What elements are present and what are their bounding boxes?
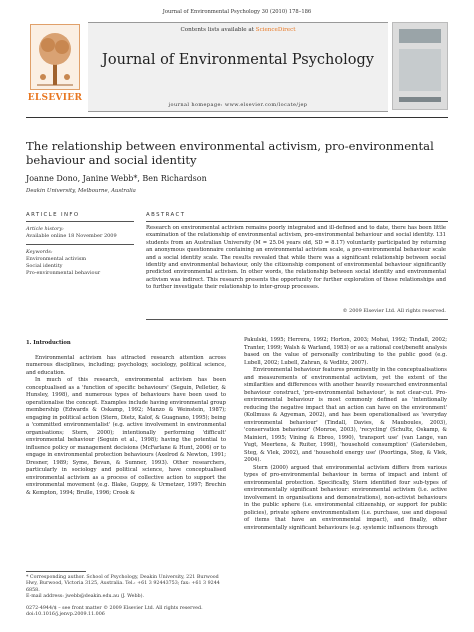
issn-line: 0272-4944/$ – see front matter © 2009 Elsevier Ltd. All rights reserved. [26, 606, 203, 611]
body-paragraph: Environmental activism has attracted research attention across numerous disciplines, including; psychology, sociology, political science, and education. [26, 354, 226, 376]
keywords-label: Keywords: [26, 249, 53, 255]
tree-emblem-icon [30, 24, 80, 90]
article-title-line-1: The relationship between environmental activism, pro-environmental [26, 139, 434, 153]
footnote-divider [26, 571, 86, 572]
body-left-column [26, 340, 226, 497]
body-paragraph: Stern (2000) argued that environmental activism differs from various types of pro-environmental behaviour in terms of impact and intent of environmental protection. Specifically, Stern identified four sub-types of environmentally significant behaviour: environmental activism (i.e. active involvement in organisations and demonstrations), non-activist behaviours in the public sphere (i.e. environmental citizenship, or support for public policies), private sphere environmentalism (i.e. purchase, use and disposal of items that have an environmental impact), and finally, other environmentally significant behaviours (e.g. systemic influences through [244, 464, 447, 531]
abstract-text: Research on environmental activism remains poorly integrated and ill-defined and to date, there has been little examination of the relationship of environmental activism, pro-environmental behaviour and social identity. 131 students from an Australian University (M = 25.04 years old, SD = 8.17) voluntarily participated by returning an anonymous questionnaire containing an environmental activism scale, a pro-environmental behaviour scale and a social identity scale. The results revealed that while there was a significant relationship between social identity and environmental behaviour, only the citizenship component of environmental behaviour significantly predicted environmental activism. In other words, the relationship between social identity and environmental activism was indirect. This research presents the opportunity for further exploration of these relationships and to further investigate their relationship to inter-group processes. [146, 225, 446, 290]
body-paragraph: In much of this research, environmental activism has been conceptualised as a 'function of specific behaviours' (Seguin, Pelletier, & Hunsley, 1998), and numerous types of behaviours have been used to operationalise the concept. Examples include having environmental group membership (Edwards & Oskamp, 1992; Manzo & Weinstein, 1987); engaging in political action (Stern, Dietz, Kalof, & Guagnano, 1995); being a 'committed environmentalist' (e.g. active involvement in environmental organisations; Stern, 2000); intentionally performing 'difficult' environmental behaviour (Seguin et al., 1998); having the potential to influence policy or management decisions (McFarlane & Hunt, 2006) or to engage in environmental protection behaviours (Axelrod & Newton, 1991; Dresner, 1989; Syme, Bevan, & Sumner, 1993). Other researchers, particularly in sociology and political science, have conceptualised environmental activism as a process of collective action to support the environmental movement (e.g. Blake, Guppy, & Urmetzer, 1997; Brechin & Kempton, 1994; Brulle, 1996; Crook & [26, 377, 226, 496]
keyword-item: Social identity [26, 263, 63, 269]
article-title-line-2: behaviour and social identity [26, 153, 197, 167]
abstract-heading: ABSTRACT [146, 212, 186, 218]
abstract-bottom-divider [146, 319, 448, 320]
contents-prefix: Contents lists available at [180, 27, 256, 33]
section-heading-introduction: 1. Introduction [26, 340, 71, 346]
article-info-divider [26, 221, 134, 222]
article-history-date: Available online 18 November 2009 [26, 233, 117, 239]
doi-line[interactable]: doi:10.1016/j.jenvp.2009.11.006 [26, 612, 105, 618]
journal-banner [88, 22, 388, 112]
keyword-item: Pro-environmental behaviour [26, 270, 101, 276]
cover-top-band [399, 29, 441, 43]
heading-gap [26, 348, 226, 355]
publisher-wordmark: ELSEVIER [27, 93, 83, 103]
author-affiliation: Deakin University, Melbourne, Australia [26, 188, 136, 194]
abstract-divider [146, 221, 448, 222]
abstract-copyright: © 2009 Elsevier Ltd. All rights reserved. [342, 308, 446, 314]
cover-bottom-band [399, 97, 441, 102]
keyword-item: Environmental activism [26, 256, 87, 262]
publisher-logo[interactable] [26, 22, 84, 104]
article-history-label: Article history: [26, 226, 64, 232]
sciencedirect-link[interactable]: ScienceDirect [255, 27, 296, 33]
journal-citation: Journal of Environmental Psychology 30 (2010) 178–186 [162, 9, 312, 15]
article-title [26, 139, 446, 167]
journal-header [26, 22, 448, 110]
article-info-heading: ARTICLE INFO [26, 212, 80, 218]
body-right-column [244, 337, 447, 532]
corresponding-author-footnote [26, 575, 226, 601]
contents-availability [88, 27, 388, 33]
header-divider [26, 117, 448, 118]
body-paragraph: Pakulski, 1995; Herrera, 1992; Horton, 2003; Mohai, 1992; Tindall, 2002; Tranter, 1999; Walsh & Warland, 1983) or as a rational cost/benefit analysis based on the value of personally contributing to the public good (e.g. Lubell, 2002; Lubell, Zahran, & Vedlitz, 2007). [244, 337, 447, 366]
keywords-divider [26, 244, 134, 245]
footnote-address: * Corresponding author. School of Psychology, Deakin University, 221 Burwood Hwy, Burwood, Victoria 3125, Australia. Tel.: +61 3 92443753; fax: +61 3 9244 6858. [26, 575, 220, 593]
journal-cover-thumbnail [392, 22, 448, 110]
cover-image-area [399, 49, 441, 91]
author-list: Joanne Dono, Janine Webb*, Ben Richardson [26, 174, 207, 183]
body-paragraph: Environmental behaviour features prominently in the conceptualisations and measurements of environmental activism, yet the extent of the similarities and differences with another heavily researched environmental behaviour construct, 'pro-environmental behaviour', is not clear-cut. Pro-environmental behaviour is most commonly defined as 'intentionally reducing the negative impact that an action can have on the environment' (Kollmuss & Agyeman, 2002), and has been operationalised as 'everyday environmental behaviour' (Tindall, Davies, & Mauboules, 2003), 'conservation behaviour' (Monroe, 2003), 'recycling' (Schultz, Oskamp, & Mainieri, 1995; Vining & Ebreo, 1990), 'transport use' (van Lange, van Vugt, Meertens, & Ruiter, 1998), 'household consumption' (Gatersleben, Steg, & Vlek, 2002), and 'household energy use' (Poortinga, Steg, & Vlek, 2004). [244, 367, 447, 463]
journal-homepage-link[interactable]: journal homepage: www.elsevier.com/locate/jep [168, 102, 308, 108]
article-imprint [26, 606, 226, 619]
journal-title: Journal of Environmental Psychology [102, 52, 374, 68]
footnote-email[interactable]: E-mail address: jwebb@deakin.edu.au (J. Webb). [26, 594, 144, 600]
